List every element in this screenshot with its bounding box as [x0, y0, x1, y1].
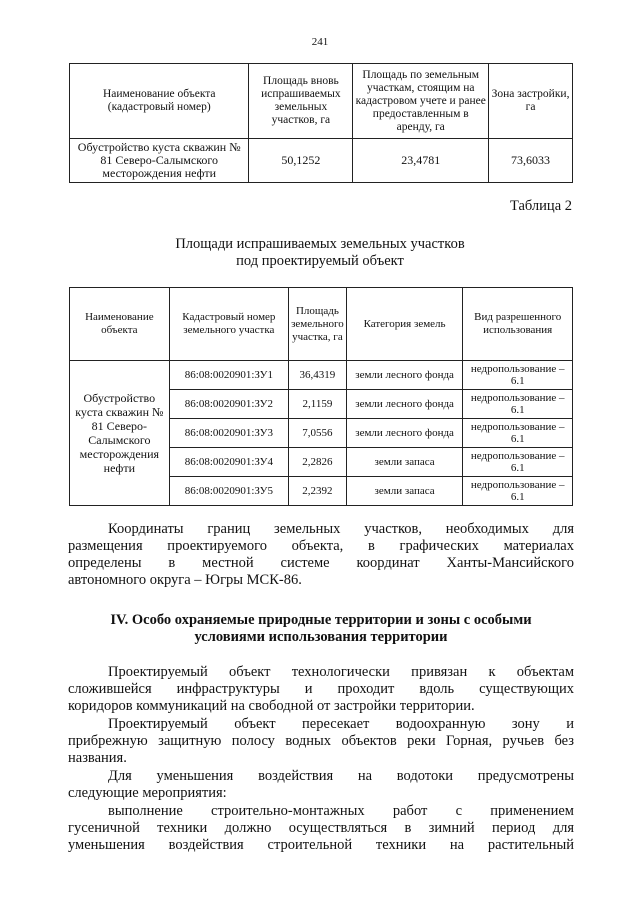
- paragraph-measures: [68, 768, 574, 802]
- text-line: размещения проектируемого объекта, в графических материалах: [68, 538, 574, 554]
- text-line: определены в местной системе координат Ханты-Мансийского: [68, 555, 574, 571]
- cell-cadastral: 86:08:0020901:ЗУ1: [169, 361, 288, 390]
- section-heading: [68, 612, 574, 646]
- land-summary-table: [69, 63, 573, 183]
- table-title-line: Площади испрашиваемых земельных участков: [175, 236, 465, 252]
- text-line: Координаты границ земельных участков, необходимых для: [108, 521, 574, 537]
- header-build-zone: Зона застройки, га: [489, 64, 573, 139]
- text-line: выполнение строительно-монтажных работ с применением: [108, 803, 574, 819]
- table-row: [70, 361, 573, 390]
- coordinates-paragraph: [68, 521, 574, 589]
- cell-build-zone: 73,6033: [489, 139, 573, 183]
- header-use: Вид разрешенного использования: [463, 288, 573, 361]
- header-registered-area: Площадь по земельным участкам, стоящим на кадастровом учете и ранее предоставленным в аренду, га: [353, 64, 489, 139]
- cell-new-area: 50,1252: [249, 139, 353, 183]
- table-header-row: [70, 288, 573, 361]
- cell-use: недропользование – 6.1: [463, 419, 573, 448]
- header-object: Наименование объекта: [70, 288, 170, 361]
- cell-area: 2,1159: [289, 390, 347, 419]
- text-line: уменьшения воздействия строительной техники на растительный: [68, 837, 574, 853]
- cell-object-name: Обустройство куста скважин № 81 Северо-Салымского месторождения нефти: [70, 139, 249, 183]
- text-line: названия.: [68, 750, 127, 766]
- header-cadastral: Кадастровый номер земельного участка: [169, 288, 288, 361]
- cell-registered-area: 23,4781: [353, 139, 489, 183]
- land-plots-table: [69, 287, 573, 506]
- cell-category: земли лесного фонда: [346, 390, 463, 419]
- cell-cadastral: 86:08:0020901:ЗУ4: [169, 448, 288, 477]
- text-line: сложившейся инфраструктуры и проходит вдоль существующих: [68, 681, 574, 697]
- page-number: 241: [311, 36, 329, 48]
- cell-use: недропользование – 6.1: [463, 448, 573, 477]
- header-new-area: Площадь вновь испрашиваемых земельных участков, га: [249, 64, 353, 139]
- text-line: следующие мероприятия:: [68, 785, 227, 801]
- cell-area: 2,2392: [289, 477, 347, 506]
- cell-category: земли запаса: [346, 477, 463, 506]
- table-row: [70, 139, 573, 183]
- text-line: Проектируемый объект технологически привязан к объектам: [108, 664, 574, 680]
- cell-area: 7,0556: [289, 419, 347, 448]
- cell-area: 2,2826: [289, 448, 347, 477]
- table-title: [0, 236, 640, 270]
- paragraph-water-zone: [68, 716, 574, 767]
- header-category: Категория земель: [346, 288, 463, 361]
- text-line: Проектируемый объект пересекает водоохранную зону и: [108, 716, 574, 732]
- header-object-name: Наименование объекта (кадастровый номер): [70, 64, 249, 139]
- table-title-line: под проектируемый объект: [236, 253, 404, 269]
- cell-cadastral: 86:08:0020901:ЗУ5: [169, 477, 288, 506]
- heading-line: условиями использования территории: [194, 629, 448, 645]
- paragraph-infrastructure: [68, 664, 574, 715]
- cell-use: недропользование – 6.1: [463, 390, 573, 419]
- cell-cadastral: 86:08:0020901:ЗУ2: [169, 390, 288, 419]
- text-line: коридоров коммуникаций на свободной от застройки территории.: [68, 698, 475, 714]
- paragraph-winter-works: [68, 803, 574, 854]
- text-line: Для уменьшения воздействия на водотоки предусмотрены: [108, 768, 574, 784]
- cell-area: 36,4319: [289, 361, 347, 390]
- cell-category: земли лесного фонда: [346, 419, 463, 448]
- text-line: гусеничной техники должно осуществляться в зимний период для: [68, 820, 574, 836]
- text-line: автономного округа – Югры МСК-86.: [68, 572, 302, 588]
- table-caption: Таблица 2: [509, 198, 572, 214]
- cell-cadastral: 86:08:0020901:ЗУ3: [169, 419, 288, 448]
- cell-use: недропользование – 6.1: [463, 361, 573, 390]
- cell-object-name: Обустройство куста скважин № 81 Северо-Салымского месторождения нефти: [70, 361, 170, 506]
- cell-category: земли запаса: [346, 448, 463, 477]
- cell-category: земли лесного фонда: [346, 361, 463, 390]
- text-line: прибрежную защитную полосу водных объектов реки Горная, ручьев без: [68, 733, 574, 749]
- cell-use: недропользование – 6.1: [463, 477, 573, 506]
- table-header-row: [70, 64, 573, 139]
- header-area: Площадь земельного участка, га: [289, 288, 347, 361]
- heading-line: IV. Особо охраняемые природные территории и зоны с особыми: [110, 612, 532, 628]
